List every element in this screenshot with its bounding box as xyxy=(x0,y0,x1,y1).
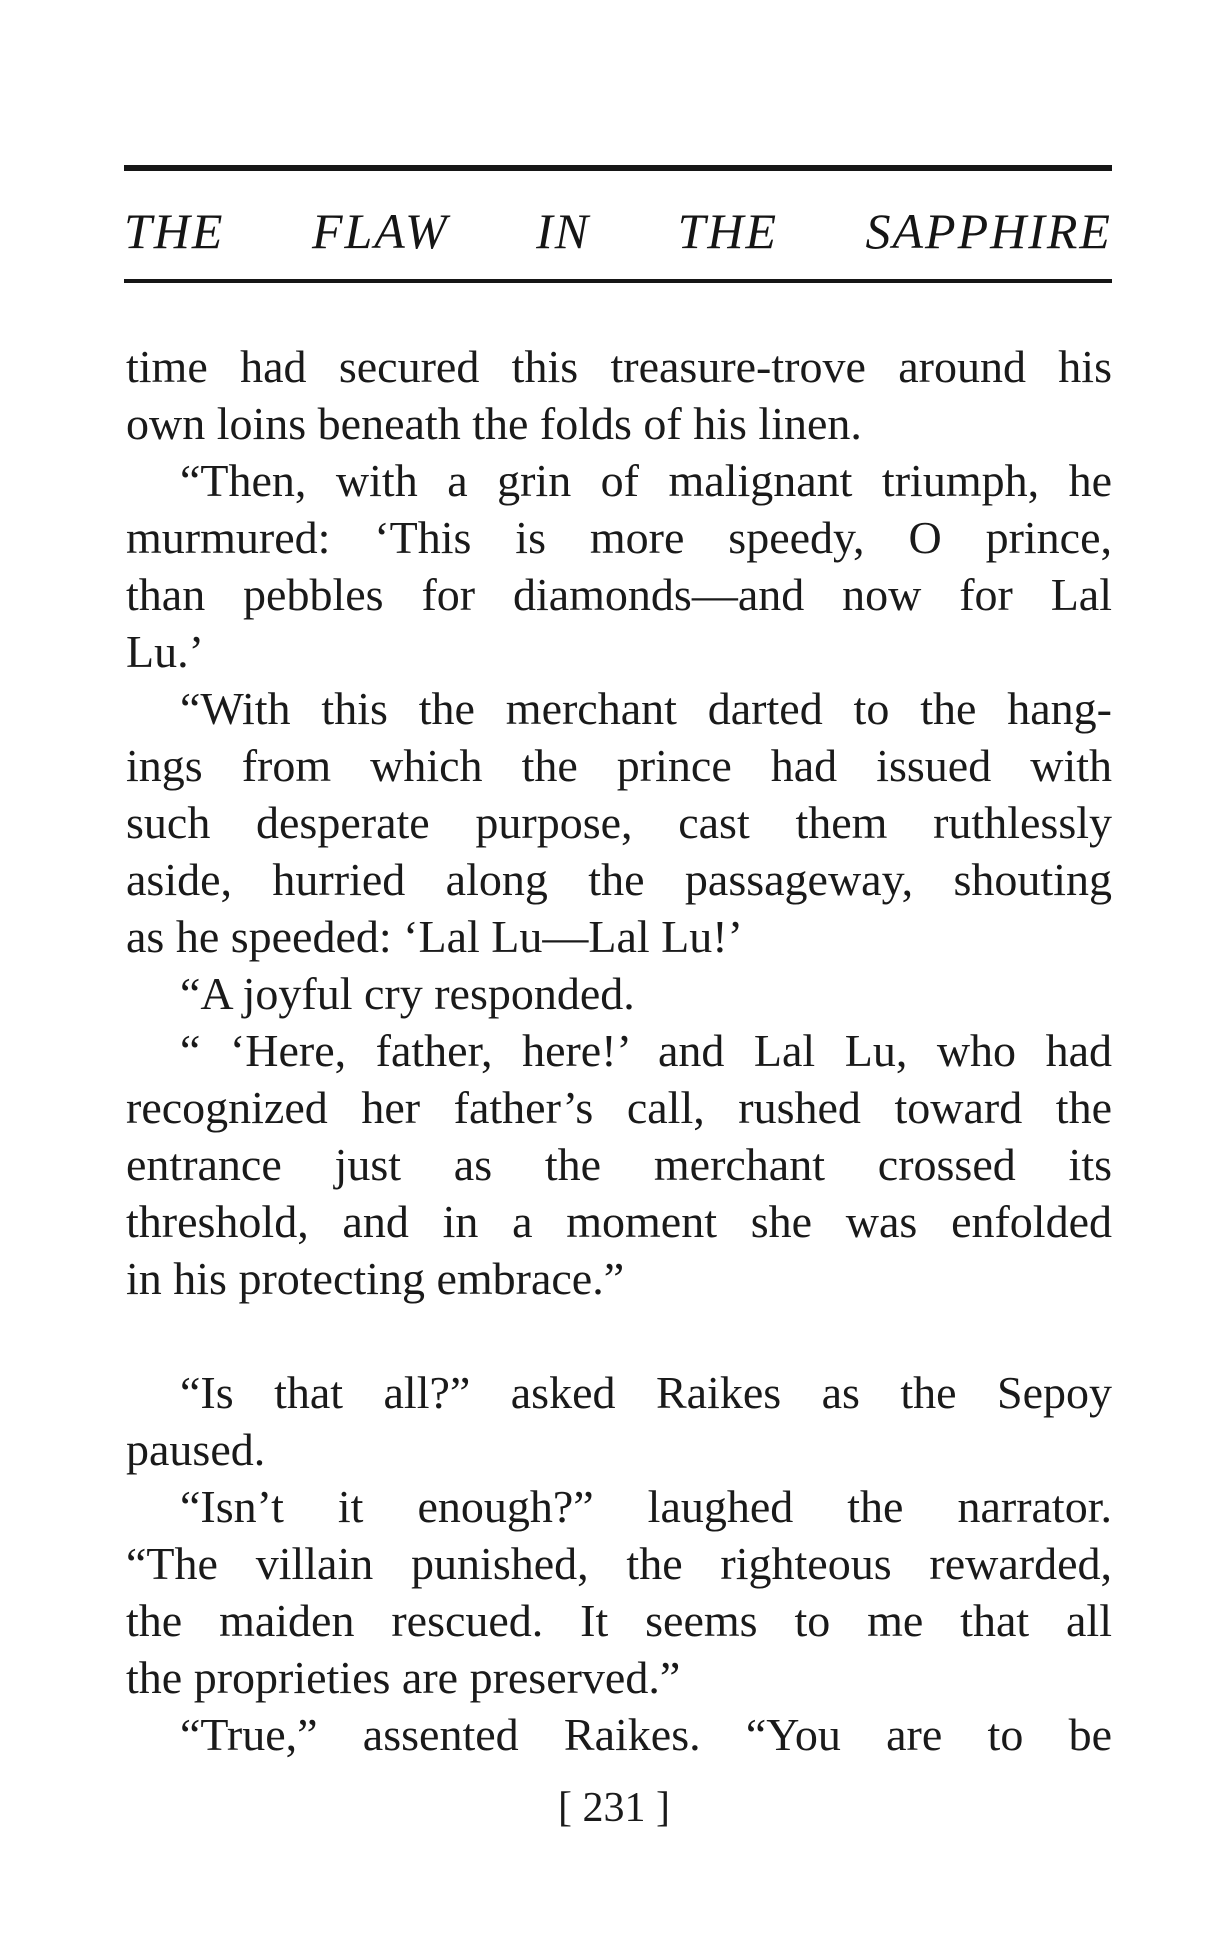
header-word: IN xyxy=(536,203,591,259)
text-line: “Isn’t it enough?” laughed the narrator. xyxy=(180,1481,1112,1532)
header-rule-bottom xyxy=(124,279,1112,283)
text-line: “ ‘Here, father, here!’ and Lal Lu, who had xyxy=(180,1025,1112,1076)
text-line: than pebbles for diamonds—and now for Lal xyxy=(126,569,1112,620)
text-line: murmured: ‘This is more speedy, O prince, xyxy=(126,512,1112,563)
section-break xyxy=(126,1307,1112,1364)
text-line: Lu.’ xyxy=(126,626,204,677)
text-line: ings from which the prince had issued with xyxy=(126,740,1112,791)
text-line: “With this the merchant darted to the hang- xyxy=(180,683,1112,734)
text-line: aside, hurried along the passageway, shouting xyxy=(126,854,1112,905)
text-line: such desperate purpose, cast them ruthlessly xyxy=(126,797,1112,848)
header-word: THE xyxy=(124,203,225,259)
text-line: as he speeded: ‘Lal Lu—Lal Lu!’ xyxy=(126,911,743,962)
text-line: “Is that all?” asked Raikes as the Sepoy xyxy=(180,1367,1112,1418)
page-number: [ 231 ] xyxy=(558,1785,670,1831)
text-line: “True,” assented Raikes. “You are to be xyxy=(180,1709,1112,1760)
text-line: the maiden rescued. It seems to me that all xyxy=(126,1595,1112,1646)
running-header xyxy=(124,196,1112,266)
text-line: “The villain punished, the righteous rewarded, xyxy=(126,1538,1112,1589)
text-line: paused. xyxy=(126,1424,266,1475)
body-text xyxy=(126,338,1112,1763)
text-line: in his protecting embrace.” xyxy=(126,1253,625,1304)
header-word: THE xyxy=(677,203,779,259)
header-word: SAPPHIRE xyxy=(865,203,1112,259)
text-line: the proprieties are preserved.” xyxy=(126,1652,681,1703)
header-word: FLAW xyxy=(311,203,449,259)
text-line: own loins beneath the folds of his linen. xyxy=(126,398,862,449)
text-line: “A joyful cry responded. xyxy=(180,968,635,1019)
text-line: recognized her father’s call, rushed toward the xyxy=(126,1082,1112,1133)
text-line: entrance just as the merchant crossed its xyxy=(126,1139,1112,1190)
text-line: time had secured this treasure-trove around his xyxy=(126,341,1112,392)
header-rule-top xyxy=(124,165,1112,171)
text-line: “Then, with a grin of malignant triumph, he xyxy=(180,455,1112,506)
text-line: threshold, and in a moment she was enfolded xyxy=(126,1196,1112,1247)
